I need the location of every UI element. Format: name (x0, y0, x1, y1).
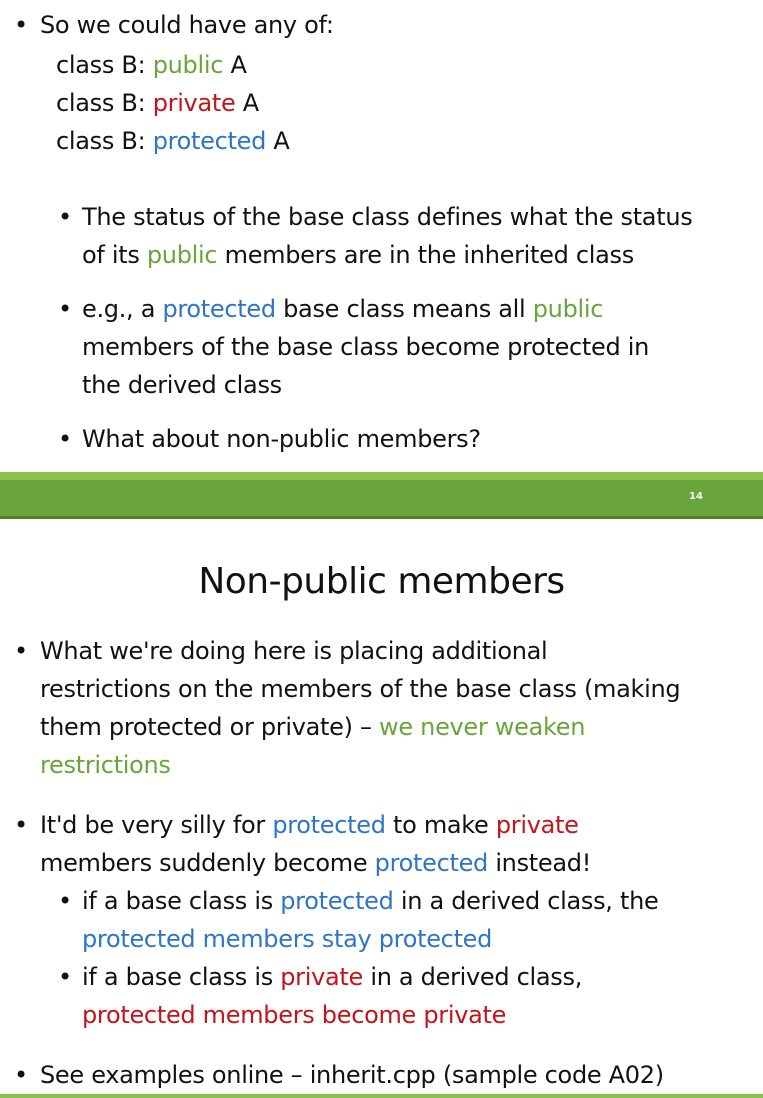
keyword-private: private (495, 811, 579, 839)
bullet-dot: • (14, 637, 29, 665)
bullet-1-line-1: What we're doing here is placing additional (40, 637, 548, 665)
text: in a derived class, (363, 963, 583, 991)
sub-bullet-2-line-1 (82, 958, 582, 996)
bullet-1-line-2: restrictions on the members of the base class (making (40, 675, 681, 703)
text: to make (385, 811, 496, 839)
bullet-2-line-2 (40, 844, 591, 882)
keyword-protected: protected (272, 811, 386, 839)
bullet-dot: • (58, 425, 73, 453)
keyword-protected: protected (152, 127, 267, 155)
class-line-protected (56, 122, 289, 160)
keyword-protected: protected (280, 887, 394, 915)
text: It'd be very silly for (40, 811, 273, 839)
bullet-dot: • (58, 887, 73, 915)
keyword-protected: protected (374, 849, 488, 877)
text: instead! (487, 849, 592, 877)
class-prefix: class B: (56, 89, 153, 117)
text: members suddenly become (40, 849, 375, 877)
class-suffix: A (266, 127, 290, 155)
text: of its (82, 241, 147, 269)
footer-shadow (0, 516, 763, 519)
class-prefix: class B: (56, 51, 153, 79)
text: base class means all (275, 295, 533, 323)
bullet-dot: • (58, 295, 73, 323)
footer-bar (0, 480, 763, 516)
slide-14 (0, 0, 763, 472)
text: them protected or private) – (40, 713, 380, 741)
keyword-protected: protected (162, 295, 276, 323)
sub-bullet-1-line-2 (82, 236, 634, 274)
bullet-dot: • (14, 1061, 29, 1089)
sub-bullet-2-line-2: protected members become private (82, 1001, 507, 1029)
text: e.g., a (82, 295, 163, 323)
class-suffix: A (223, 51, 247, 79)
keyword-public: public (146, 241, 218, 269)
class-suffix: A (235, 89, 259, 117)
sub-bullet-1-line-2: protected members stay protected (82, 925, 493, 953)
bullet-dot: • (58, 963, 73, 991)
bullet-1-line-4: restrictions (40, 751, 171, 779)
keyword-public: public (152, 51, 224, 79)
highlight-green: we never weaken (379, 713, 586, 741)
bullet-dot: • (14, 11, 29, 39)
bullet-dot: • (14, 811, 29, 839)
text: if a base class is (82, 887, 281, 915)
class-line-public (56, 46, 247, 84)
bullet-3: See examples online – inherit.cpp (sample code A02) (40, 1061, 664, 1089)
page-number: 14 (689, 491, 703, 502)
sub-bullet-2-line-1 (82, 290, 603, 328)
next-footer-stripe (0, 1094, 763, 1098)
keyword-public: public (532, 295, 604, 323)
slide-title: Non-public members (198, 561, 565, 602)
class-line-private (56, 84, 259, 122)
intro-text: So we could have any of: (40, 11, 334, 39)
text: if a base class is (82, 963, 281, 991)
sub-bullet-2-line-3: the derived class (82, 371, 282, 399)
bullet-dot: • (58, 203, 73, 231)
footer-accent-stripe (0, 472, 763, 480)
sub-bullet-3: What about non-public members? (82, 425, 481, 453)
text: members are in the inherited class (217, 241, 634, 269)
text: in a derived class, the (393, 887, 659, 915)
sub-bullet-2-line-2: members of the base class become protected in (82, 333, 650, 361)
bullet-1-line-3 (40, 708, 585, 746)
sub-bullet-1-line-1: The status of the base class defines what the status (82, 203, 693, 231)
sub-bullet-1-line-1 (82, 882, 658, 920)
bullet-2-line-1 (40, 806, 579, 844)
keyword-private: private (152, 89, 236, 117)
class-prefix: class B: (56, 127, 153, 155)
keyword-private: private (280, 963, 363, 991)
